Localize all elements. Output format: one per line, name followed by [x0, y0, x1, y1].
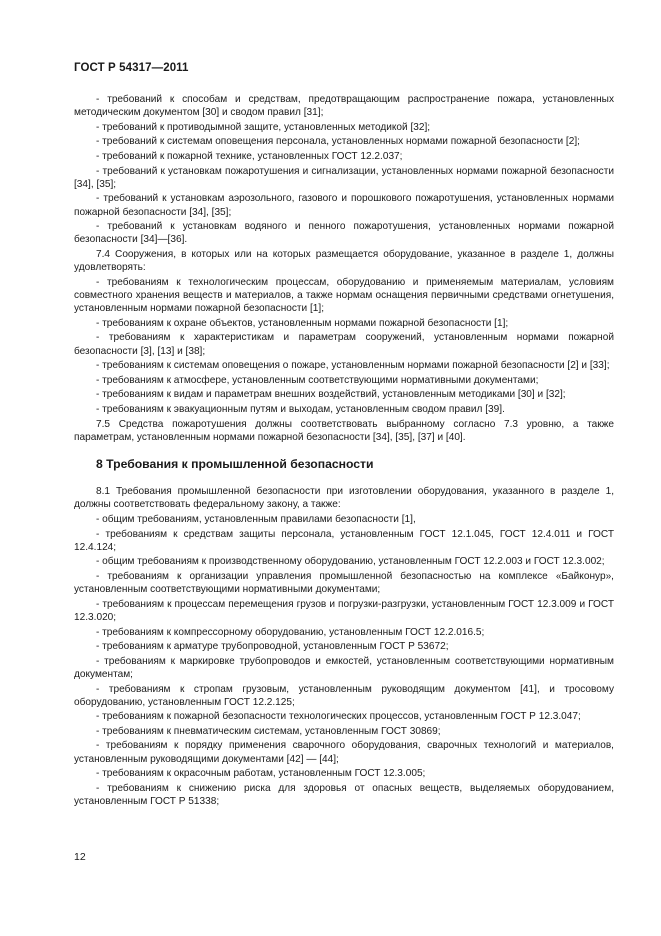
section-8-body: [74, 485, 614, 808]
paragraph: - требованиям к организации управления промышленной безопасностью на комплексе «Байконур», установленным соответствующими нормативными документами;: [74, 570, 614, 596]
paragraph: - требованиям к пожарной безопасности технологических процессов, установленным ГОСТ Р 12.3.047;: [96, 711, 581, 723]
document-body: [74, 93, 614, 810]
paragraph: - требований к противодымной защите, установленных методикой [32];: [96, 121, 431, 133]
paragraph: - общим требованиям, установленным правилами безопасности [1],: [96, 513, 416, 525]
paragraph: - требованиям к технологическим процессам, оборудованию и применяемым материалам, условиям совместного хранения веществ и материалов, а также нормам оснащения первичными средствами огнетушения, установленным нормами пожарной безопасности [1];: [74, 276, 614, 315]
document-header: ГОСТ Р 54317—2011: [74, 62, 189, 74]
paragraph: - требований к установкам пожаротушения и сигнализации, установленных нормами пожарной безопасности [34], [35];: [74, 165, 614, 190]
page-number: 12: [74, 851, 86, 863]
paragraph: - требованиям к компрессорному оборудованию, установленным ГОСТ 12.2.016.5;: [96, 626, 485, 638]
paragraph: - требованиям к процессам перемещения грузов и погрузки-разгрузки, установленным ГОСТ 12.3.009 и ГОСТ 12.3.020;: [74, 598, 614, 623]
paragraph: - требований к системам оповещения персонала, установленных нормами пожарной безопасности [2];: [96, 136, 580, 148]
paragraph: - требований к установкам аэрозольного, газового и порошкового пожаротушения, установленных нормами пожарной безопасности [34], [35];: [74, 193, 614, 218]
section-8-title: 8 Требования к промышленной безопасности: [96, 456, 374, 471]
paragraph: - требованиям к стропам грузовым, установленным руководящим документом [41], и тросовому оборудованию, установленным ГОСТ 12.2.125;: [74, 683, 614, 708]
paragraph: 7.5 Средства пожаротушения должны соответствовать выбранному согласно 7.3 уровню, а также параметрам, установленным нормами пожарной безопасности [34], [35], [37] и [40].: [74, 418, 614, 443]
paragraph: - требованиям к средствам защиты персонала, установленным ГОСТ 12.1.045, ГОСТ 12.4.011 и ГОСТ 12.4.124;: [74, 528, 614, 553]
paragraph: 8.1 Требования промышленной безопасности при изготовлении оборудования, указанного в разделе 1, должны соответствовать федеральному закону, а также:: [74, 486, 614, 511]
paragraph: - требованиям к окрасочным работам, установленным ГОСТ 12.3.005;: [96, 768, 426, 780]
paragraph: - требованиям к маркировке трубопроводов и емкостей, установленным соответствующими нормативным документам;: [74, 655, 614, 680]
paragraph: - требованиям к арматуре трубопроводной, установленным ГОСТ Р 53672;: [96, 641, 449, 653]
paragraph: - требованиям к охране объектов, установленным нормами пожарной безопасности [1];: [96, 317, 509, 329]
paragraph: - требованиям к пневматическим системам, установленным ГОСТ 30869;: [96, 725, 441, 737]
paragraph: - требованиям к порядку применения сварочного оборудования, сварочных технологий и материалов, установленным руководящими документами [42] — [44];: [74, 740, 614, 765]
paragraph: - требований к установкам водяного и пенного пожаротушения, установленных нормами пожарной безопасности [34]—[36].: [74, 221, 614, 246]
paragraph: 7.4 Сооружения, в которых или на которых размещается оборудование, указанное в разделе 1, должны удовлетворять:: [74, 248, 614, 274]
paragraph: - общим требованиям к производственному оборудованию, установленным ГОСТ 12.2.003 и ГОСТ 12.3.002;: [96, 556, 605, 568]
paragraph: - требований к способам и средствам, предотвращающим распространение пожара, установленных методическим документом [30] и сводом правил [31];: [74, 94, 614, 119]
paragraph: - требований к пожарной технике, установленных ГОСТ 12.2.037;: [96, 150, 403, 162]
paragraph: - требованиям к видам и параметрам внешних воздействий, установленным методиками [30] и [32];: [96, 389, 566, 401]
paragraph: - требованиям к снижению риска для здоровья от опасных веществ, выделяемых оборудованием, установленным ГОСТ Р 51338;: [74, 782, 614, 808]
paragraph: - требованиям к эвакуационным путям и выходам, установленным сводом правил [39].: [96, 403, 505, 415]
paragraph: - требованиям к характеристикам и параметрам сооружений, установленным нормами пожарной безопасности [3], [13] и [38];: [74, 332, 614, 357]
paragraph: - требованиям к системам оповещения о пожаре, установленным нормами пожарной безопасности [2] и [33];: [96, 360, 610, 372]
paragraph: - требованиям к атмосфере, установленным соответствующими нормативными документами;: [96, 374, 539, 386]
section-7-continuation: [74, 93, 614, 444]
